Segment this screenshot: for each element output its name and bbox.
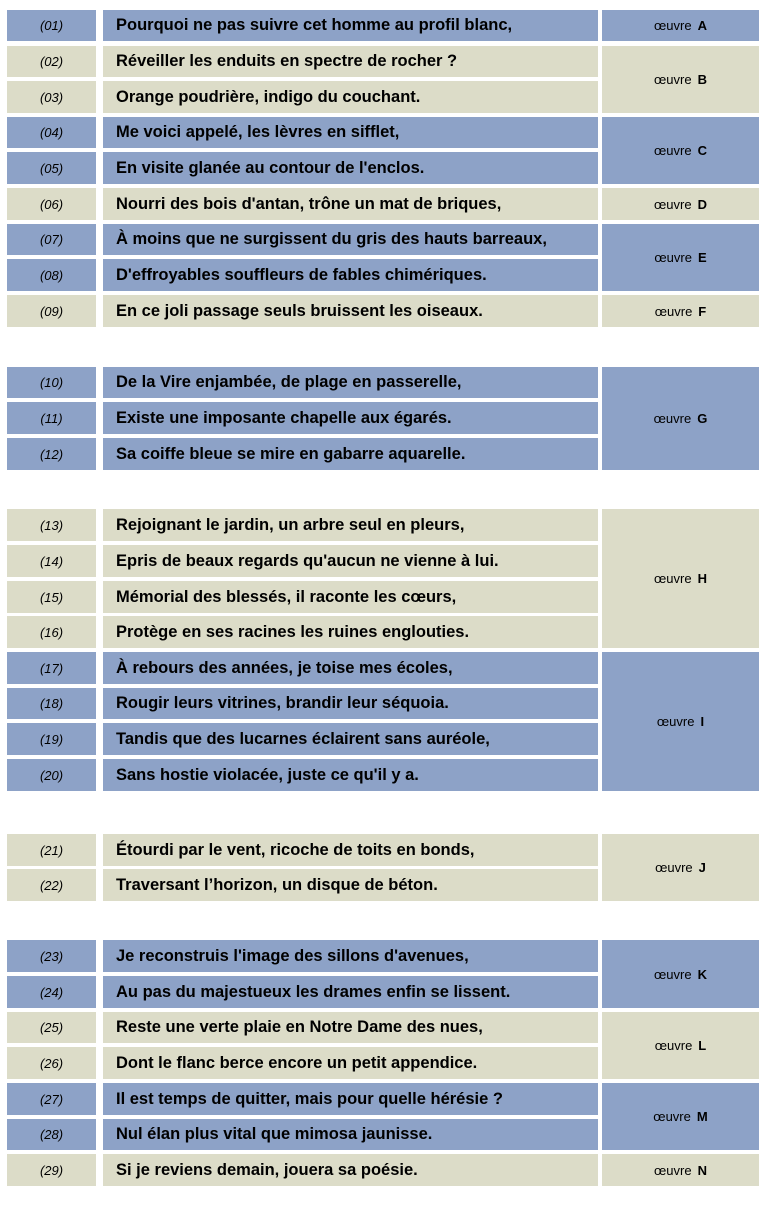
oeuvre-label: œuvre bbox=[656, 714, 695, 729]
line-number: (20) bbox=[7, 759, 96, 791]
oeuvre-label: œuvre bbox=[654, 303, 693, 319]
oeuvre-label: œuvre bbox=[654, 571, 692, 586]
verse-line: Orange poudrière, indigo du couchant. bbox=[103, 81, 598, 113]
oeuvre-letter: D bbox=[697, 196, 707, 212]
oeuvre-label: œuvre bbox=[654, 966, 692, 982]
oeuvre-cell bbox=[602, 1012, 759, 1079]
line-number: (12) bbox=[7, 438, 96, 470]
oeuvre-label: œuvre bbox=[654, 196, 692, 212]
verse-line: Il est temps de quitter, mais pour quelle hérésie ? bbox=[103, 1083, 598, 1115]
verse-line: Epris de beaux regards qu'aucun ne vienne à lui. bbox=[103, 545, 598, 577]
verse-line: Mémorial des blessés, il raconte les cœurs, bbox=[103, 581, 598, 613]
oeuvre-label: œuvre bbox=[654, 18, 692, 33]
oeuvre-cell bbox=[602, 367, 759, 470]
oeuvre-letter: J bbox=[698, 860, 706, 875]
verse-line: Étourdi par le vent, ricoche de toits en bonds, bbox=[103, 834, 598, 866]
oeuvre-label: œuvre bbox=[654, 1038, 693, 1053]
verse-line: Protège en ses racines les ruines englouties. bbox=[103, 616, 598, 648]
verse-line: Rougir leurs vitrines, brandir leur séquoia. bbox=[103, 688, 598, 719]
line-number: (16) bbox=[7, 616, 96, 648]
verse-line: Traversant l’horizon, un disque de béton. bbox=[103, 869, 598, 901]
oeuvre-label: œuvre bbox=[654, 143, 692, 158]
line-number: (28) bbox=[7, 1119, 96, 1150]
line-number: (14) bbox=[7, 545, 96, 577]
oeuvre-label: œuvre bbox=[654, 1162, 692, 1178]
oeuvre-letter: M bbox=[696, 1109, 708, 1124]
oeuvre-letter: I bbox=[700, 714, 705, 729]
verse-line: Dont le flanc berce encore un petit appendice. bbox=[103, 1047, 598, 1079]
verse-line: Au pas du majestueux les drames enfin se lissent. bbox=[103, 976, 598, 1008]
line-number: (05) bbox=[7, 152, 96, 184]
oeuvre-letter: H bbox=[697, 571, 707, 586]
line-number: (17) bbox=[7, 652, 96, 684]
line-number: (22) bbox=[7, 869, 96, 901]
oeuvre-cell bbox=[602, 834, 759, 901]
line-number: (23) bbox=[7, 940, 96, 972]
verse-line: Tandis que des lucarnes éclairent sans auréole, bbox=[103, 723, 598, 755]
oeuvre-letter: A bbox=[697, 18, 707, 33]
oeuvre-cell bbox=[602, 940, 759, 1008]
verse-line: En ce joli passage seuls bruissent les oiseaux. bbox=[103, 295, 598, 327]
verse-line: Je reconstruis l'image des sillons d'avenues, bbox=[103, 940, 598, 972]
oeuvre-cell bbox=[602, 46, 759, 113]
verse-line: Réveiller les enduits en spectre de rocher ? bbox=[103, 46, 598, 77]
oeuvre-letter: G bbox=[697, 411, 708, 426]
line-number: (18) bbox=[7, 688, 96, 719]
line-number: (27) bbox=[7, 1083, 96, 1115]
line-number: (26) bbox=[7, 1047, 96, 1079]
line-number: (02) bbox=[7, 46, 96, 77]
line-number: (21) bbox=[7, 834, 96, 866]
oeuvre-cell bbox=[602, 117, 759, 184]
oeuvre-cell bbox=[602, 188, 759, 220]
line-number: (03) bbox=[7, 81, 96, 113]
verse-line: Sa coiffe bleue se mire en gabarre aquarelle. bbox=[103, 438, 598, 470]
oeuvre-letter: E bbox=[697, 250, 707, 265]
line-number: (01) bbox=[7, 10, 96, 41]
line-number: (15) bbox=[7, 581, 96, 613]
line-number: (19) bbox=[7, 723, 96, 755]
oeuvre-letter: C bbox=[697, 143, 707, 158]
oeuvre-cell bbox=[602, 1083, 759, 1150]
line-number: (08) bbox=[7, 259, 96, 291]
line-number: (29) bbox=[7, 1154, 96, 1186]
oeuvre-label: œuvre bbox=[653, 1109, 691, 1124]
verse-line: De la Vire enjambée, de plage en passerelle, bbox=[103, 367, 598, 398]
verse-line: Pourquoi ne pas suivre cet homme au profil blanc, bbox=[103, 10, 598, 41]
verse-line: Me voici appelé, les lèvres en sifflet, bbox=[103, 117, 598, 148]
oeuvre-cell bbox=[602, 10, 759, 41]
line-number: (07) bbox=[7, 224, 96, 255]
line-number: (04) bbox=[7, 117, 96, 148]
verse-line: Nul élan plus vital que mimosa jaunisse. bbox=[103, 1119, 598, 1150]
oeuvre-cell bbox=[602, 224, 759, 291]
line-number: (06) bbox=[7, 188, 96, 220]
verse-line: Si je reviens demain, jouera sa poésie. bbox=[103, 1154, 598, 1186]
line-number: (24) bbox=[7, 976, 96, 1008]
line-number: (10) bbox=[7, 367, 96, 398]
oeuvre-label: œuvre bbox=[655, 860, 693, 875]
line-number: (11) bbox=[7, 402, 96, 434]
oeuvre-cell bbox=[602, 1154, 759, 1186]
oeuvre-cell bbox=[602, 509, 759, 648]
oeuvre-cell bbox=[602, 295, 759, 327]
verse-line: Nourri des bois d'antan, trône un mat de briques, bbox=[103, 188, 598, 220]
verse-line: Existe une imposante chapelle aux égarés. bbox=[103, 402, 598, 434]
oeuvre-cell bbox=[602, 652, 759, 791]
line-number: (25) bbox=[7, 1012, 96, 1043]
verse-line: Reste une verte plaie en Notre Dame des nues, bbox=[103, 1012, 598, 1043]
verse-line: En visite glanée au contour de l'enclos. bbox=[103, 152, 598, 184]
oeuvre-label: œuvre bbox=[654, 72, 692, 87]
line-number: (09) bbox=[7, 295, 96, 327]
oeuvre-letter: F bbox=[698, 303, 707, 319]
oeuvre-label: œuvre bbox=[653, 411, 692, 426]
verse-line: À rebours des années, je toise mes écoles, bbox=[103, 652, 598, 684]
oeuvre-letter: L bbox=[698, 1038, 707, 1053]
verse-line: À moins que ne surgissent du gris des hauts barreaux, bbox=[103, 224, 598, 255]
verse-line: D'effroyables souffleurs de fables chimériques. bbox=[103, 259, 598, 291]
verse-line: Sans hostie violacée, juste ce qu'il y a. bbox=[103, 759, 598, 791]
verse-line: Rejoignant le jardin, un arbre seul en pleurs, bbox=[103, 509, 598, 541]
oeuvre-letter: K bbox=[697, 966, 707, 982]
oeuvre-letter: N bbox=[697, 1162, 707, 1178]
line-number: (13) bbox=[7, 509, 96, 541]
oeuvre-label: œuvre bbox=[654, 250, 692, 265]
oeuvre-letter: B bbox=[697, 72, 707, 87]
